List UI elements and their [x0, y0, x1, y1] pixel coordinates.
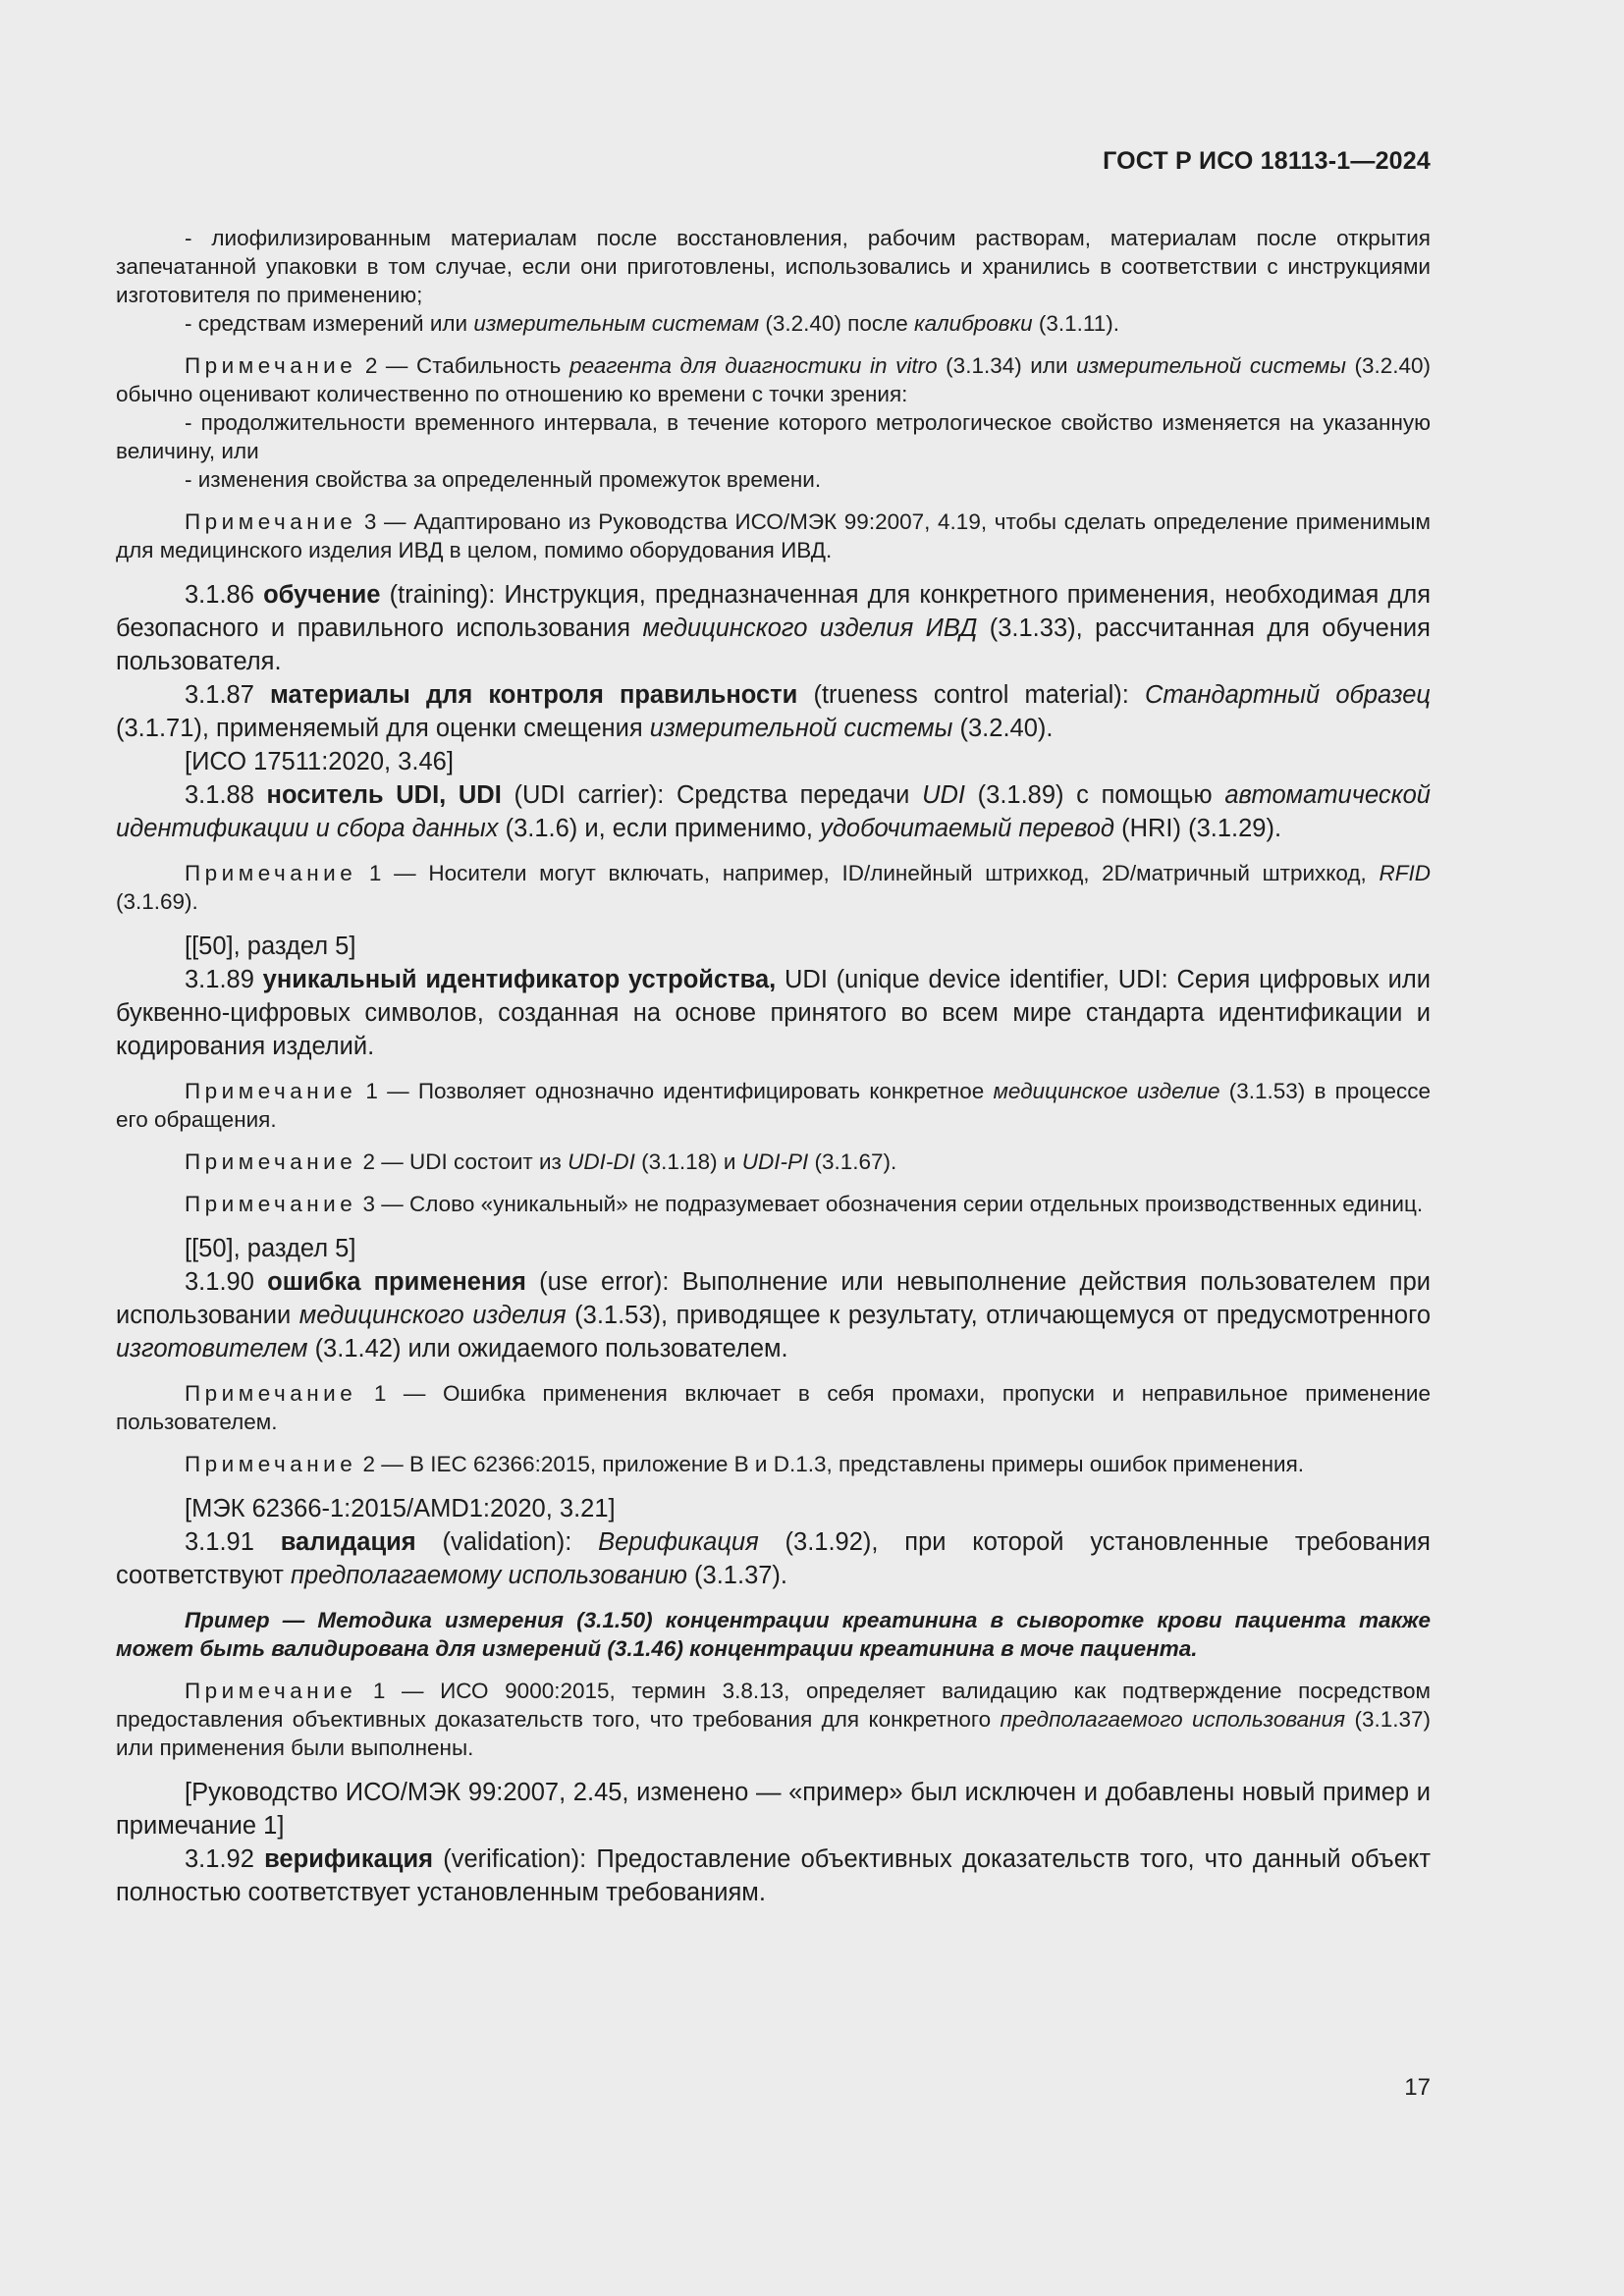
term-3-1-89: 3.1.89 уникальный идентификатор устройства, UDI (unique device identifier, UDI: Серия цифровых или буквенно-цифровых символов, созданная на основе принятого во всем мире стандарта идентификации и кодирования изделий.: [116, 966, 1432, 1060]
term-name: обучение: [263, 581, 381, 609]
term-3-1-90: 3.1.90 ошибка применения (use error): Выполнение или невыполнение действия пользователем при использовании медицинского изделия (3.1.53), приводящее к результату, отличающемуся от предусмотренного изготовителем (3.1.42) или ожидаемого пользователем.: [116, 1268, 1431, 1362]
term-3-1-91: 3.1.91 валидация (validation): Верификация (3.1.92), при которой установленные требования соответствуют предполагаемому использованию (3.1.37).: [116, 1528, 1431, 1589]
note-1-udi: Примечание 1 — Позволяет однозначно идентифицировать конкретное медицинское изделие (3.1.53) в процессе его обращения.: [116, 1079, 1431, 1132]
source-reference: [[50], раздел 5]: [185, 1235, 356, 1262]
note-2-udi: Примечание 2 — UDI состоит из UDI-DI (3.1.18) и UDI-PI (3.1.67).: [185, 1149, 897, 1174]
term-3-1-92: 3.1.92 верификация (verification): Предоставление объективных доказательств того, что данный объект полностью соответствует установленным требованиям.: [116, 1845, 1431, 1906]
note-1-use-error: Примечание 1 — Ошибка применения включает в себя промахи, пропуски и неправильное применение пользователем.: [116, 1381, 1431, 1434]
term-3-1-88: 3.1.88 носитель UDI, UDI (UDI carrier): Средства передачи UDI (3.1.89) с помощью автоматической идентификации и сбора данных (3.1.6) и, если применимо, удобочитаемый перевод (HRI) (3.1.29).: [116, 781, 1431, 842]
note-label: Примечание: [185, 1149, 357, 1174]
source-reference: [[50], раздел 5]: [185, 933, 356, 960]
source-reference-block: [116, 930, 1431, 963]
note-1-validation: Примечание 1 — ИСО 9000:2015, термин 3.8.13, определяет валидацию как подтверждение посредством предоставления объективных доказательств того, что требования для конкретного предполагаемого использования (3.1.37) или применения были выполнены.: [116, 1679, 1431, 1760]
source-reference: [Руководство ИСО/МЭК 99:2007, 2.45, изменено — «пример» был исключен и добавлены новый пример и примечание 1]: [116, 1779, 1431, 1840]
term-3-1-87: 3.1.87 материалы для контроля правильности (trueness control material): Стандартный образец (3.1.71), применяемый для оценки смещения измерительной системы (3.2.40). [ИСО 17511:2020, 3.46]: [116, 678, 1431, 778]
term-name: уникальный идентификатор устройства,: [262, 966, 777, 993]
list-item: - продолжительности временного интервала, в течение которого метрологическое свойство изменяется на указанную величину, или: [116, 410, 1431, 463]
source-reference: [МЭК 62366-1:2015/AMD1:2020, 3.21]: [185, 1495, 616, 1522]
term-name: валидация: [280, 1528, 416, 1556]
term-name: верификация: [264, 1845, 434, 1873]
note-3-adapted: Примечание 3 — Адаптировано из Руководства ИСО/МЭК 99:2007, 4.19, чтобы сделать определение применимым для медицинского изделия ИВД в целом, помимо оборудования ИВД.: [116, 509, 1431, 562]
note-label: Примечание: [185, 509, 357, 534]
note-2-stability: Примечание 2 — Стабильность реагента для диагностики in vitro (3.1.34) или измерительной системы (3.2.40) обычно оценивают количественно по отношению ко времени с точки зрения: - продолжительности временного интервала, в течение которого метрологическое свойство изменяется на указанную величину, или - изменения свойства за определенный промежуток времени.: [116, 353, 1432, 492]
continuation-list: [116, 224, 1431, 338]
note-label: Примечание: [185, 353, 357, 378]
note-label: Примечание: [185, 1079, 357, 1103]
note-3-udi: Примечание 3 — Слово «уникальный» не подразумевает обозначения серии отдельных производственных единиц.: [185, 1192, 1424, 1216]
term-name: материалы для контроля правильности: [270, 681, 798, 709]
example-creatinine: Пример — Методика измерения (3.1.50) концентрации креатинина в сыворотке крови пациента также может быть валидирована для измерений (3.1.46) концентрации креатинина в моче пациента.: [116, 1608, 1431, 1661]
list-item: - средствам измерений или измерительным системам (3.2.40) после калибровки (3.1.11).: [185, 311, 1120, 336]
note-label: Примечание: [185, 861, 357, 885]
source-reference-block: [116, 1776, 1431, 1842]
note-label: Примечание: [185, 1381, 357, 1406]
note-label: Примечание: [185, 1192, 357, 1216]
source-reference: [ИСО 17511:2020, 3.46]: [185, 748, 454, 775]
page-number: 17: [1404, 2074, 1431, 2101]
note-2-use-error: Примечание 2 — В IEC 62366:2015, приложение В и D.1.3, представлены примеры ошибок применения.: [185, 1452, 1304, 1476]
list-item: - изменения свойства за определенный промежуток времени.: [185, 467, 822, 492]
list-item: - лиофилизированным материалам после восстановления, рабочим растворам, материалам после открытия запечатанной упаковки в том случае, если они приготовлены, использовались и хранились в соответствии с инструкциями изготовителя по применению;: [116, 226, 1431, 307]
document-header: ГОСТ Р ИСО 18113-1—2024: [1103, 147, 1431, 175]
page-content: [116, 224, 1431, 1909]
source-reference-block: [116, 1492, 1431, 1525]
term-name: носитель UDI, UDI: [266, 781, 502, 809]
term-name: ошибка применения: [267, 1268, 526, 1296]
source-reference-block: [116, 1232, 1431, 1265]
term-3-1-86: 3.1.86 обучение (training): Инструкция, предназначенная для конкретного применения, необходимая для безопасного и правильного использования медицинского изделия ИВД (3.1.33), рассчитанная для обучения пользователя.: [116, 581, 1432, 675]
note-label: Примечание: [185, 1452, 357, 1476]
note-label: Примечание: [185, 1679, 357, 1703]
note-1-carriers: Примечание 1 — Носители могут включать, например, ID/линейный штрихкод, 2D/матричный штрихкод, RFID (3.1.69).: [116, 861, 1431, 914]
